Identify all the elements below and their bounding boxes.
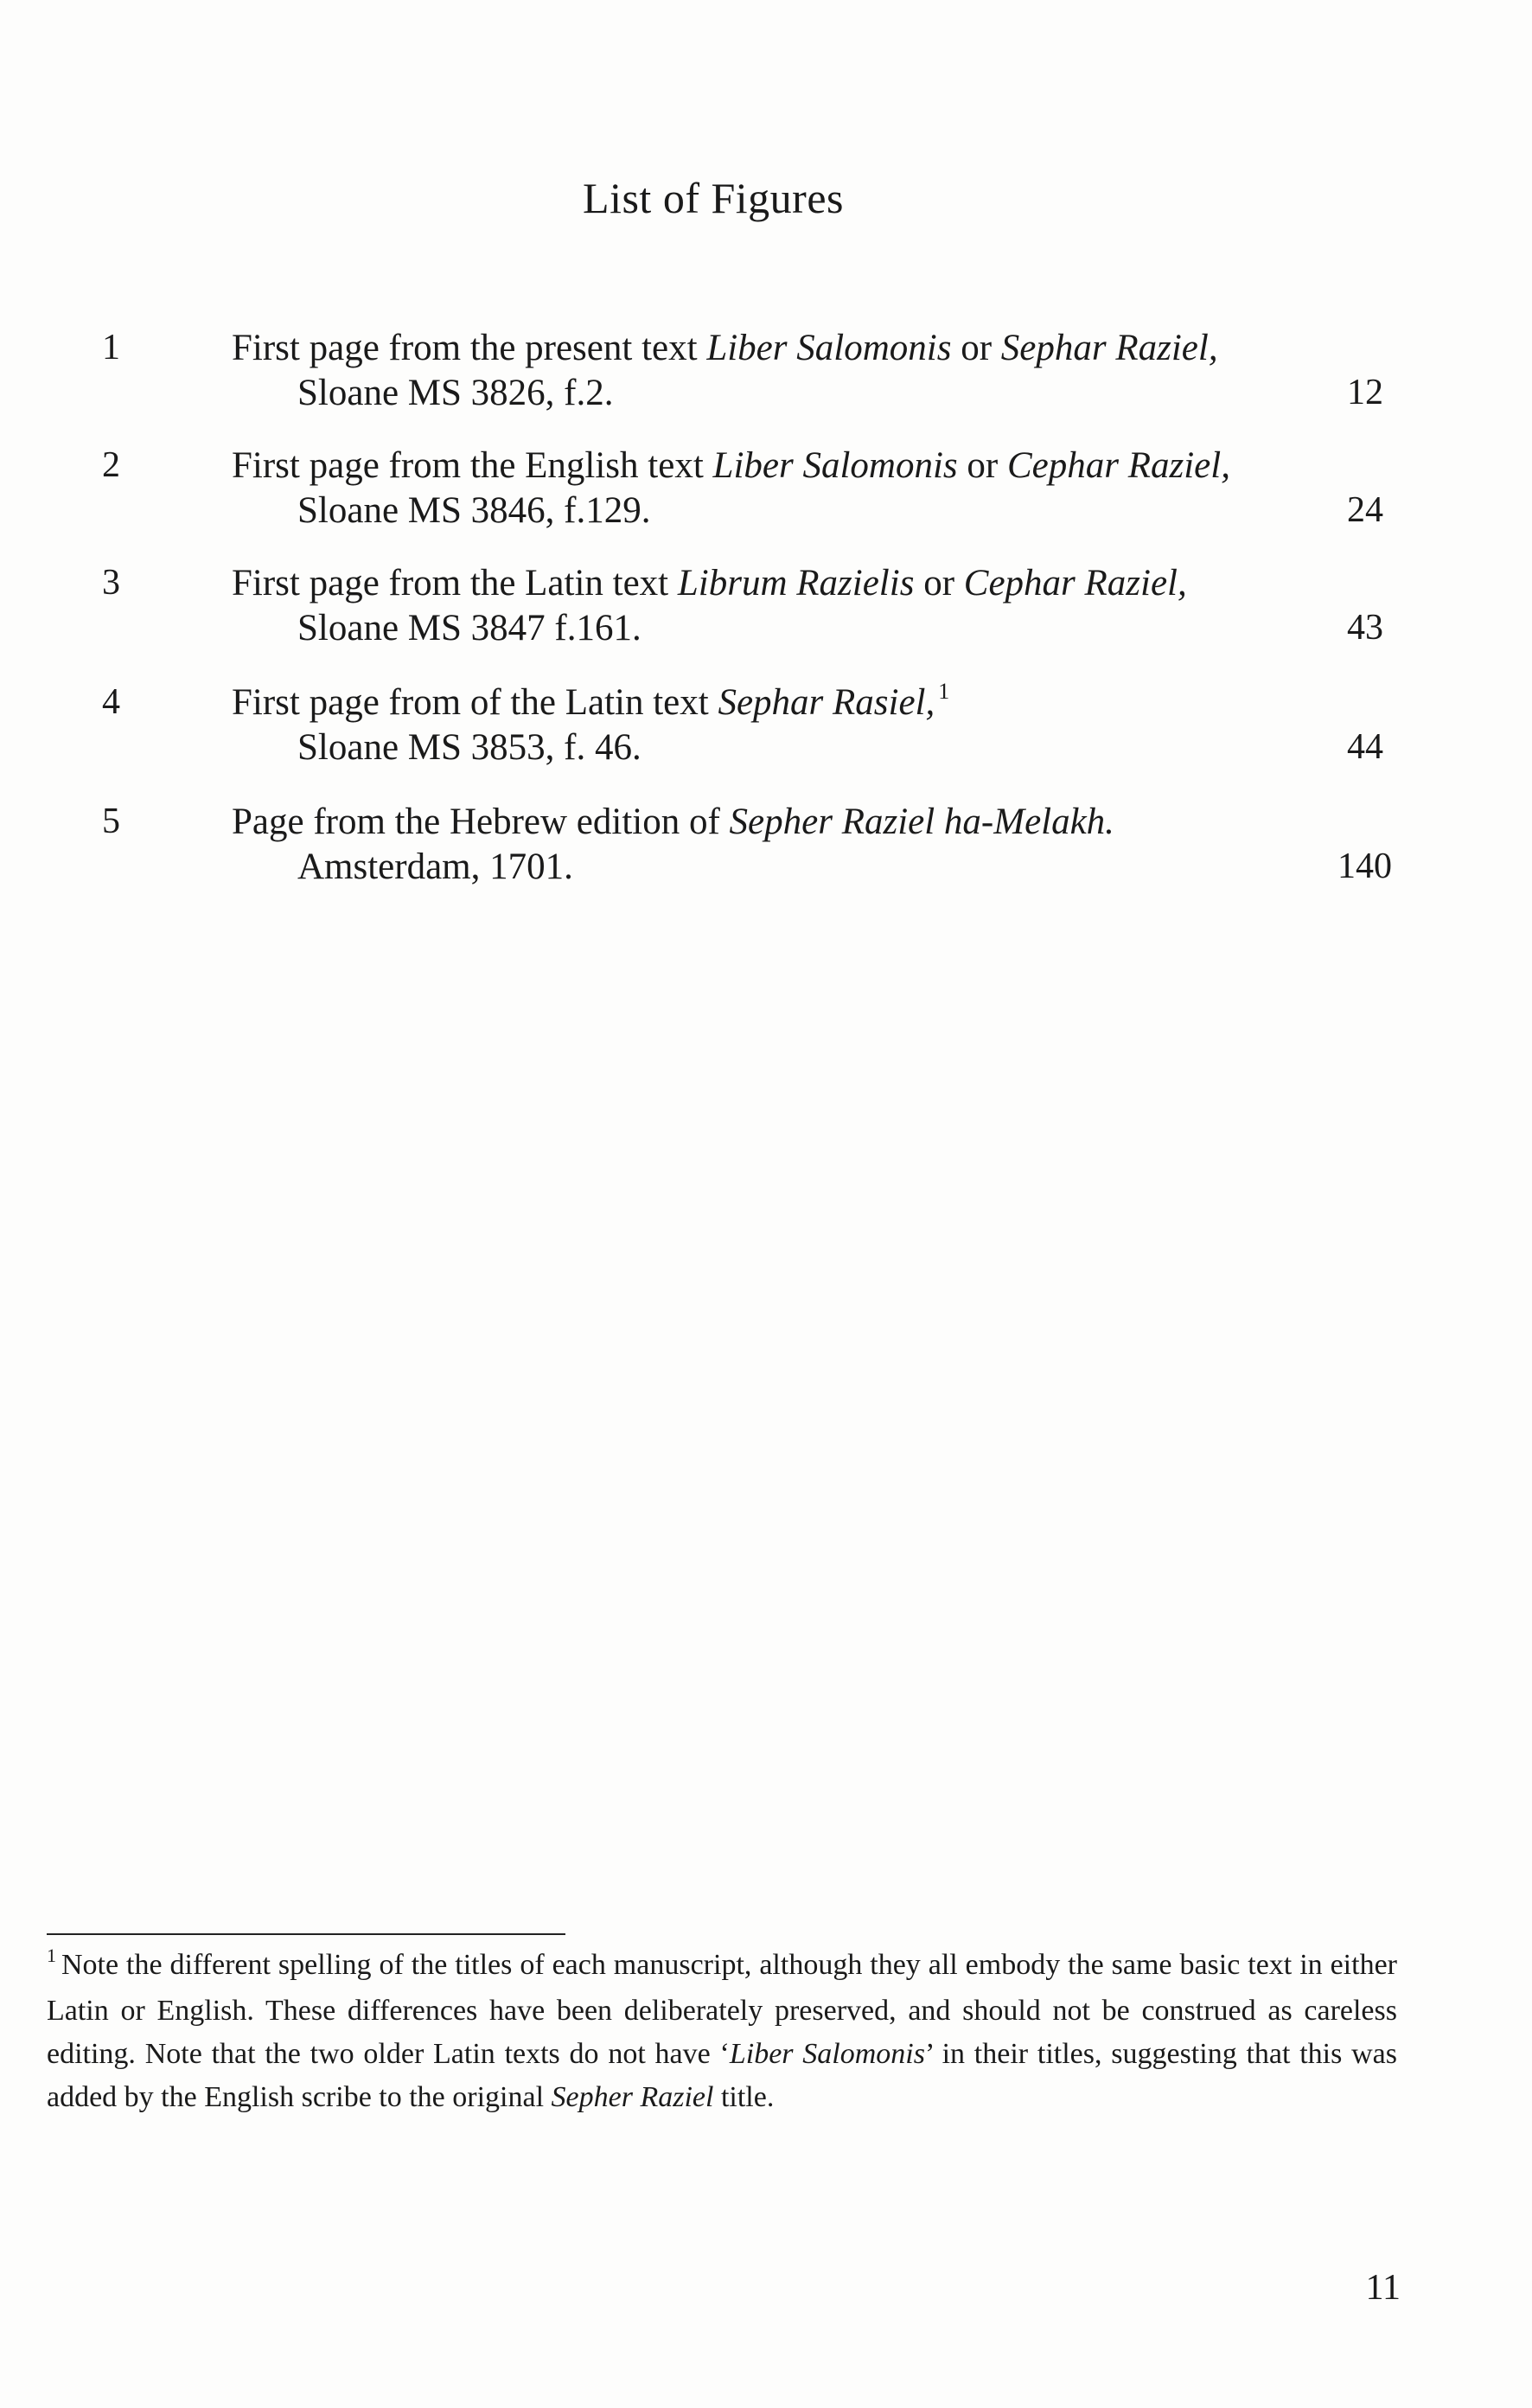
caption-text: or	[914, 563, 964, 604]
footnote-quote-mark: ‘	[719, 2038, 730, 2070]
figure-entry	[0, 801, 1532, 904]
caption-italic-title: Cephar Raziel,	[963, 563, 1187, 604]
footnote-italic-title: Sepher Raziel	[551, 2081, 714, 2113]
figure-entry	[0, 444, 1532, 548]
caption-italic-title: Sephar Raziel,	[1000, 328, 1218, 368]
footnote-text: title.	[713, 2081, 775, 2113]
caption-italic-title: Sephar Rasiel,	[718, 682, 935, 723]
figure-page-number: 140	[1337, 846, 1392, 886]
figure-caption-line2: Sloane MS 3826, f.2.	[297, 373, 614, 413]
footnote-divider	[47, 1933, 565, 1935]
figure-caption-line2: Sloane MS 3847 f.161.	[297, 608, 642, 648]
figure-caption-line2: Amsterdam, 1701.	[297, 846, 573, 887]
caption-text: First page from the present text	[232, 328, 707, 368]
caption-italic-title: Cephar Raziel,	[1006, 445, 1230, 486]
figure-number: 1	[102, 328, 120, 367]
footnote-quote-mark: ’	[924, 2038, 933, 2070]
caption-text: First page from of the Latin text	[232, 682, 718, 723]
figure-caption-line1	[232, 562, 1187, 604]
figure-page-number: 43	[1347, 608, 1383, 648]
figure-caption-line1	[232, 327, 1218, 369]
figure-caption-line1	[232, 681, 949, 724]
footnote-reference[interactable]: 1	[938, 679, 950, 704]
figure-caption-line1	[232, 801, 1114, 843]
caption-italic-title: Liber Salomonis	[712, 445, 958, 486]
figure-caption-line2: Sloane MS 3846, f.129.	[297, 490, 651, 531]
figure-number: 2	[102, 445, 120, 485]
caption-text: or	[951, 328, 1001, 368]
caption-italic-title: Sepher Raziel ha-Melakh.	[729, 802, 1114, 842]
figure-number: 5	[102, 802, 120, 841]
figure-caption-line2: Sloane MS 3853, f. 46.	[297, 727, 642, 768]
footnote-marker: 1	[47, 1945, 56, 1966]
caption-text: First page from the Latin text	[232, 563, 678, 604]
footnote-text: in their titles, suggesting that this was added by the English scribe to the original	[47, 2038, 1398, 2113]
caption-text: Page from the Hebrew edition of	[232, 802, 730, 842]
figure-number: 3	[102, 563, 120, 603]
caption-text: First page from the English text	[232, 445, 713, 486]
figure-entry	[0, 681, 1532, 785]
figure-entry	[0, 327, 1532, 431]
caption-italic-title: Liber Salomonis	[706, 328, 952, 368]
page-title: List of Figures	[583, 174, 844, 222]
figure-entry	[0, 562, 1532, 666]
footnote	[47, 1944, 1397, 2119]
figure-number: 4	[102, 682, 120, 722]
caption-text: or	[957, 445, 1007, 486]
figure-page-number: 12	[1347, 373, 1383, 412]
footnote-text: Note the different spelling of the titles of each manuscript, although they all embody the same basic text in either Latin or English. These differences have been deliberately preserved, and should not be construed as careless editing. Note that the two older Latin texts do not have	[47, 1949, 1397, 2070]
figure-page-number: 44	[1347, 727, 1383, 767]
caption-italic-title: Librum Razielis	[677, 563, 915, 604]
figure-page-number: 24	[1347, 490, 1383, 530]
figure-caption-line1	[232, 444, 1230, 487]
page-number: 11	[1365, 2268, 1401, 2308]
footnote-italic-title: Liber Salomonis	[729, 2038, 925, 2070]
